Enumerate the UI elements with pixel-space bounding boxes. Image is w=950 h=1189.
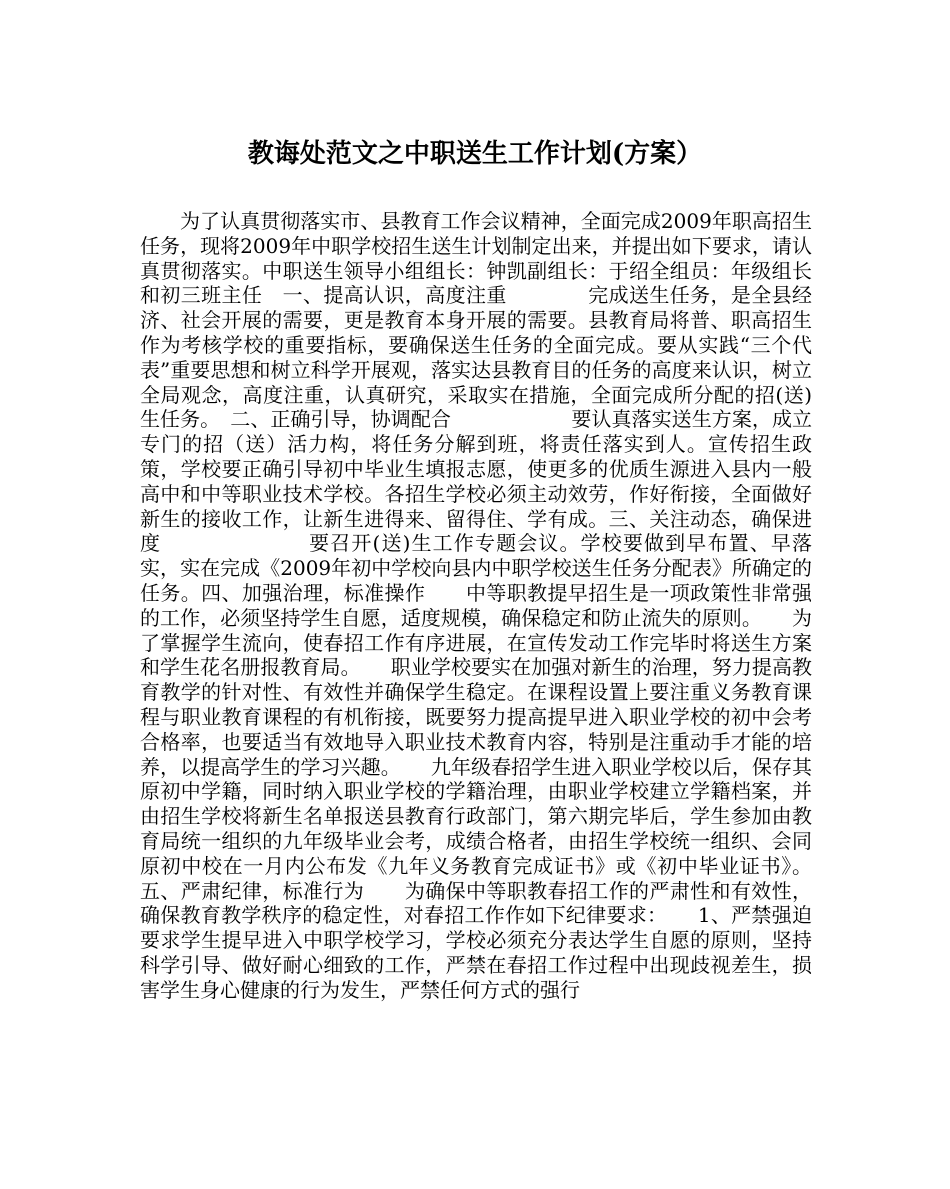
document-body-text: 为了认真贯彻落实市、县教育工作会议精神，全面完成2009年职高招生任务，现将2009年中职学校招生送生计划制定出来，并提出如下要求，请认真贯彻落实。中职送生领导小组组长：钟凯副组长：于绍全组员：年级组长和初三班主任 一、提高认识，高度注重 完成送生任务，是全县经济、社会开展的需要，更是教育本身开展的需要。县教育局将普、职高招生作为考核学校的重要指标，要确保送生任务的全面完成。要从实践“三个代表”重要思想和树立科学开展观，落实达县教育目的任务的高度来认识，树立全局观念，高度注重，认真研究，采取实在措施，全面完成所分配的招(送)生任务。 二、正确引导，协调配合 要认真落实送生方案，成立专门的招（送）活力构，将任务分解到班，将责任落实到人。宣传招生政策，学校要正确引导初中毕业生填报志愿，使更多的优质生源进入县内一般高中和中等职业技术学校。各招生学校必须主动效劳，作好衔接，全面做好新生的接收工作，让新生进得来、留得住、学有成。三、关注动态，确保进度 要召开(送)生工作专题会议。学校要做到早布置、早落实，实在完成《2009年初中学校向县内中职学校送生任务分配表》所确定的任务。四、加强治理，标准操作 中等职教提早招生是一项政策性非常强的工作，必须坚持学生自愿，适度规模，确保稳定和防止流失的原则。 为了掌握学生流向，使春招工作有序进展，在宣传发动工作完毕时将送生方案和学生花名册报教育局。 职业学校要实在加强对新生的治理，努力提高教育教学的针对性、有效性并确保学生稳定。在课程设置上要注重义务教育课程与职业教育课程的有机衔接，既要努力提高提早进入职业学校的初中会考合格率，也要适当有效地导入职业技术教育内容，特别是注重动手才能的培养，以提高学生的学习兴趣。 九年级春招学生进入职业学校以后，保存其原初中学籍，同时纳入职业学校的学籍治理，由职业学校建立学籍档案，并由招生学校将新生名单报送县教育行政部门，第六期完毕后，学生参加由教育局统一组织的九年级毕业会考，成绩合格者，由招生学校统一组织、会同原初中校在一月内公布发《九年义务教育完成证书》或《初中毕业证书》。五、严肃纪律，标准行为 为确保中等职教春招工作的严肃性和有效性，确保教育教学秩序的稳定性，对春招工作作如下纪律要求： 1、严禁强迫要求学生提早进入中职学校学习，学校必须充分表达学生自愿的原则，坚持科学引导、做好耐心细致的工作，严禁在春招工作过程中出现歧视差生，损害学生身心健康的行为发生，严禁任何方式的强行	[140, 209, 812, 1002]
document-title: 教诲处范文之中职送生工作计划(方案）	[247, 139, 703, 169]
